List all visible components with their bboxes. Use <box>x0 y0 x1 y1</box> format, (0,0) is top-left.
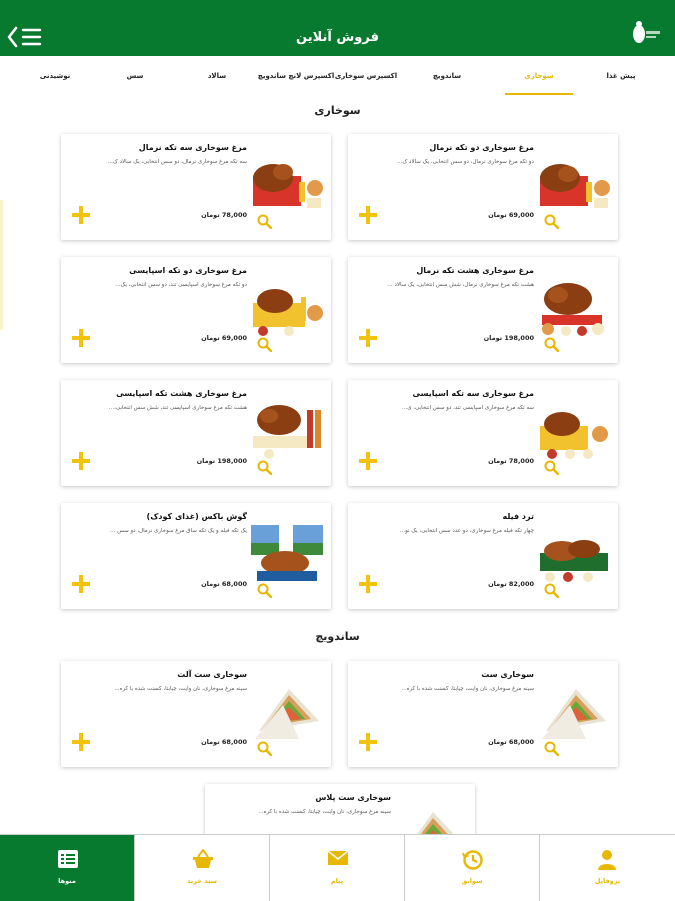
product-price: 82,000 تومان <box>488 580 534 588</box>
zoom-icon[interactable] <box>257 583 272 598</box>
product-name: سوخاری ست پلاس <box>315 793 391 802</box>
product-price: 68,000 تومان <box>488 738 534 746</box>
app-header <box>0 0 675 56</box>
product-card[interactable] <box>61 380 331 486</box>
product-card[interactable] <box>348 503 618 609</box>
product-name: مرغ سوخاری هشت تکه نرمال <box>416 266 534 275</box>
history-icon <box>462 849 484 871</box>
product-card[interactable] <box>348 134 618 240</box>
sandwich-image <box>249 681 325 743</box>
person-icon <box>597 849 617 871</box>
fried-chicken-image <box>249 154 325 216</box>
product-desc: چهار تکه فیله مرغ سوخاری، دو عدد سس انتخابی، یک نو... <box>399 528 534 534</box>
tab-appetizer[interactable]: پیش غذا <box>606 72 636 80</box>
product-desc: سینه مرغ سوخاری، نان وایت، چیابتا، کسنت شده با کره... <box>401 686 534 692</box>
product-price: 68,000 تومان <box>201 738 247 746</box>
product-price: 78,000 تومان <box>488 457 534 465</box>
sandwich-image <box>536 681 612 743</box>
list-icon <box>57 849 79 869</box>
product-name: مرغ سوخاری دو تکه نرمال <box>429 143 534 152</box>
zoom-icon[interactable] <box>544 583 559 598</box>
product-card[interactable] <box>348 380 618 486</box>
add-to-cart-icon[interactable] <box>359 733 377 751</box>
product-desc: سینه مرغ سوخاری، نان وایت، چیابتا، کسنت شده با کره... <box>114 686 247 692</box>
nav-label: پروفایل <box>594 877 621 885</box>
add-to-cart-icon[interactable] <box>72 733 90 751</box>
product-desc: هشت تکه مرغ سوخاری نرمال، شش سس انتخابی، یک سالاد ... <box>387 282 534 288</box>
edge-strip <box>0 200 3 330</box>
product-card[interactable] <box>61 134 331 240</box>
add-to-cart-icon[interactable] <box>359 206 377 224</box>
product-desc: سینه مرغ سوخاری، نان وایت، چیابتا، کسنت شده با کره... <box>258 809 391 815</box>
page-title: فروش آنلاین <box>296 30 379 45</box>
add-to-cart-icon[interactable] <box>359 452 377 470</box>
tab-express-fried[interactable]: اکسپرس سوخاری <box>334 72 398 80</box>
nav-label: پیام <box>330 877 344 885</box>
zoom-icon[interactable] <box>544 214 559 229</box>
add-to-cart-icon[interactable] <box>72 452 90 470</box>
fried-chicken-image <box>536 154 612 216</box>
product-name: سوخاری ست آلت <box>177 670 247 679</box>
nav-label: سوابق <box>461 877 483 885</box>
add-to-cart-icon[interactable] <box>359 575 377 593</box>
product-price: 78,000 تومان <box>201 211 247 219</box>
nav-basket[interactable] <box>135 835 270 901</box>
product-desc: هشت تکه مرغ سوخاری اسپایسی تند، شش سس انتخابی،... <box>108 405 247 411</box>
product-price: 69,000 تومان <box>488 211 534 219</box>
product-card[interactable] <box>61 257 331 363</box>
product-desc: یک تکه فیله و یک تکه ساق مرغ سوخاری نرمال، دو سس ... <box>110 528 247 534</box>
product-desc: سه تکه مرغ سوخاری اسپایسی تند، دو سس انتخابی، ی... <box>401 405 534 411</box>
tab-fried-chicken[interactable]: سوخاری <box>524 72 554 80</box>
brand-logo-icon <box>627 18 661 46</box>
add-to-cart-icon[interactable] <box>72 575 90 593</box>
product-name: گوش باکس (غذای کودک) <box>146 512 247 521</box>
fried-chicken-image <box>536 277 612 339</box>
tab-salad[interactable]: سالاد <box>207 72 227 80</box>
tab-drinks[interactable]: نوشیدنی <box>39 72 71 80</box>
product-price: 198,000 تومان <box>196 457 247 465</box>
product-desc: سه تکه مرغ سوخاری نرمال، دو سس انتخابی، یک سالاد ک... <box>107 159 247 165</box>
zoom-icon[interactable] <box>257 337 272 352</box>
product-card[interactable] <box>61 503 331 609</box>
fillet-image <box>536 523 612 585</box>
mail-icon <box>327 849 349 867</box>
section-title-fried: سوخاری <box>314 104 361 117</box>
product-card[interactable] <box>348 661 618 767</box>
fried-chicken-image <box>249 277 325 339</box>
bottom-nav <box>0 834 675 900</box>
zoom-icon[interactable] <box>544 460 559 475</box>
product-name: سوخاری ست <box>481 670 534 679</box>
basket-icon <box>192 849 214 869</box>
add-to-cart-icon[interactable] <box>359 329 377 347</box>
active-tab-indicator <box>505 93 573 95</box>
tab-sandwich[interactable]: ساندویچ <box>432 72 462 80</box>
zoom-icon[interactable] <box>544 337 559 352</box>
nav-profile[interactable] <box>540 835 675 901</box>
fried-chicken-image <box>249 400 325 462</box>
zoom-icon[interactable] <box>257 214 272 229</box>
zoom-icon[interactable] <box>544 741 559 756</box>
add-to-cart-icon[interactable] <box>72 206 90 224</box>
product-card[interactable] <box>61 661 331 767</box>
product-name: ترد فیله <box>502 512 534 521</box>
product-desc: دو تکه مرغ سوخاری اسپایسی تند، دو سس انتخابی، یک... <box>115 282 247 288</box>
nav-label: منوها <box>58 877 76 885</box>
kids-box-image <box>249 523 325 585</box>
nav-messages[interactable] <box>270 835 405 901</box>
fried-chicken-image <box>536 400 612 462</box>
category-tabs <box>0 56 675 100</box>
product-name: مرغ سوخاری سه تکه اسپایسی <box>412 389 534 398</box>
nav-label: سبد خرید <box>187 877 217 885</box>
product-price: 69,000 تومان <box>201 334 247 342</box>
product-price: 198,000 تومان <box>483 334 534 342</box>
product-name: مرغ سوخاری سه تکه نرمال <box>138 143 247 152</box>
tab-express-lunch-sandwich[interactable]: اکسپرس لانچ ساندویچ <box>257 72 335 80</box>
product-name: مرغ سوخاری دو تکه اسپایسی <box>129 266 247 275</box>
tab-sauce[interactable]: سس <box>126 72 144 80</box>
product-card[interactable] <box>348 257 618 363</box>
product-desc: دو تکه مرغ سوخاری نرمال، دو سس انتخابی، یک سالاد ک... <box>397 159 534 165</box>
nav-menus[interactable] <box>0 835 135 901</box>
product-name: مرغ سوخاری هشت تکه اسپایسی <box>116 389 247 398</box>
section-title-sandwich: ساندویچ <box>315 630 360 643</box>
nav-history[interactable] <box>405 835 540 901</box>
zoom-icon[interactable] <box>257 460 272 475</box>
product-price: 68,000 تومان <box>201 580 247 588</box>
add-to-cart-icon[interactable] <box>72 329 90 347</box>
zoom-icon[interactable] <box>257 741 272 756</box>
